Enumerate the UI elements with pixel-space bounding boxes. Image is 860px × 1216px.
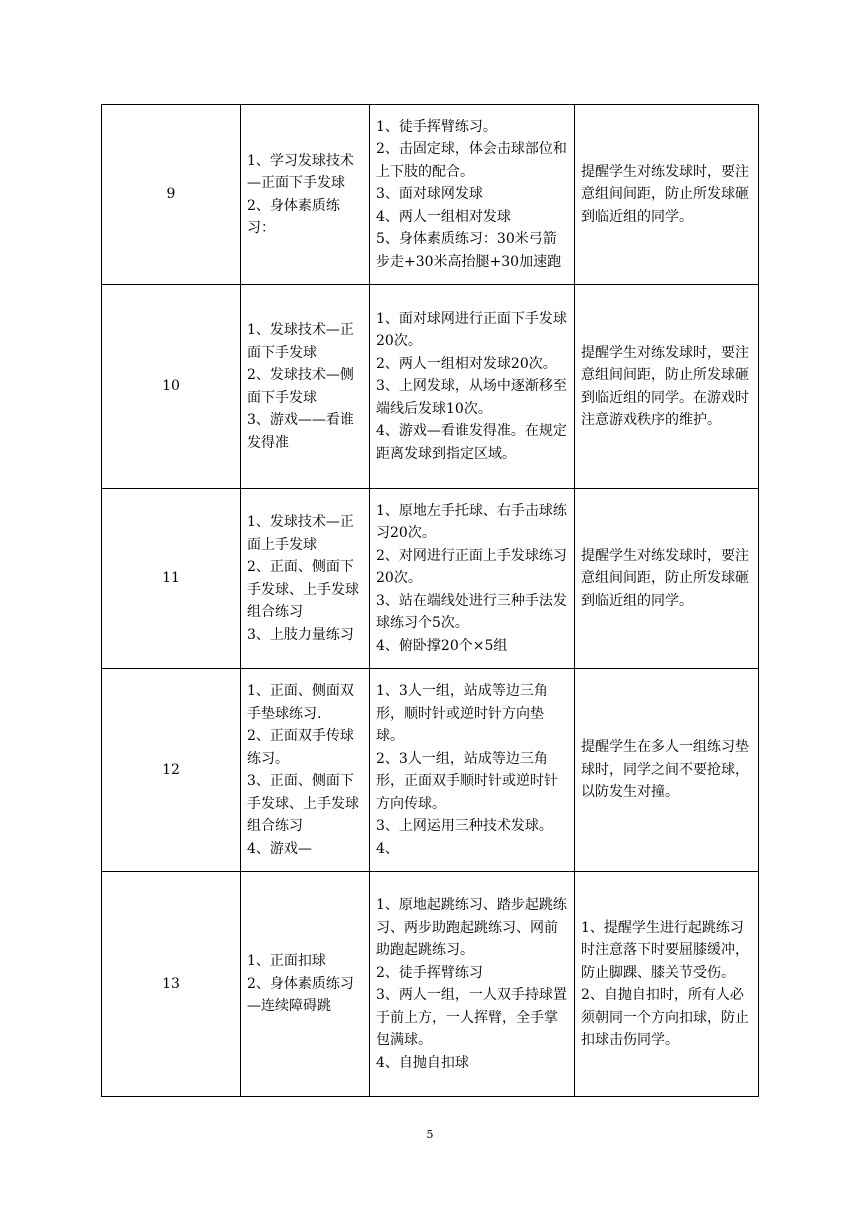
lesson-number: 12	[102, 669, 241, 872]
lesson-number: 10	[102, 285, 241, 489]
lesson-number: 13	[102, 872, 241, 1097]
lesson-methods: 1、3人一组，站成等边三角形，顺时针或逆时针方向垫球。 2、3人一组，站成等边三角形，正面双手顺时针或逆时针方向传球。 3、上网运用三种技术发球。 4、	[370, 669, 575, 872]
lesson-methods: 1、徒手挥臂练习。 2、击固定球，体会击球部位和上下肢的配合。 3、面对球网发球 4、两人一组相对发球 5、身体素质练习：30米弓箭步走+30米高抬腿+30加速跑	[370, 105, 575, 285]
lesson-content: 1、发球技术—正面上手发球 2、正面、侧面下手发球、上手发球组合练习 3、上肢力量练习	[241, 489, 370, 669]
page-number: 5	[426, 1128, 434, 1141]
lesson-number: 9	[102, 105, 241, 285]
table-row	[102, 489, 759, 669]
table-row	[102, 669, 759, 872]
lesson-content: 1、正面扣球 2、身体素质练习—连续障碍跳	[241, 872, 370, 1097]
lesson-methods: 1、面对球网进行正面下手发球20次。 2、两人一组相对发球20次。 3、上网发球，从场中逐渐移至端线后发球10次。 4、游戏—看谁发得准。在规定距离发球到指定区域。	[370, 285, 575, 489]
lesson-number: 11	[102, 489, 241, 669]
lesson-safety-notes: 提醒学生对练发球时，要注意组间间距，防止所发球砸到临近组的同学。	[575, 105, 759, 285]
lesson-content: 1、学习发球技术—正面下手发球 2、身体素质练习：	[241, 105, 370, 285]
lesson-methods: 1、原地左手托球、右手击球练习20次。 2、对网进行正面上手发球练习20次。 3、站在端线处进行三种手法发球练习个5次。 4、俯卧撑20个×5组	[370, 489, 575, 669]
lesson-safety-notes: 1、提醒学生进行起跳练习时注意落下时要屈膝缓冲，防止脚踝、膝关节受伤。 2、自抛自扣时，所有人必须朝同一个方向扣球，防止扣球击伤同学。	[575, 872, 759, 1097]
lesson-content: 1、发球技术—正面下手发球 2、发球技术—侧面下手发球 3、游戏——看谁发得准	[241, 285, 370, 489]
table-row	[102, 872, 759, 1097]
lesson-content: 1、正面、侧面双手垫球练习. 2、正面双手传球练习。 3、正面、侧面下手发球、上手发球组合练习 4、游戏—	[241, 669, 370, 872]
table-row	[102, 105, 759, 285]
lesson-methods: 1、原地起跳练习、踏步起跳练习、两步助跑起跳练习、网前助跑起跳练习。 2、徒手挥臂练习 3、两人一组，一人双手持球置于前上方，一人挥臂，全手掌包满球。 4、自抛自扣球	[370, 872, 575, 1097]
table-row	[102, 285, 759, 489]
lesson-safety-notes: 提醒学生对练发球时，要注意组间间距，防止所发球砸到临近组的同学。在游戏时注意游戏秩序的维护。	[575, 285, 759, 489]
lesson-safety-notes: 提醒学生对练发球时，要注意组间间距，防止所发球砸到临近组的同学。	[575, 489, 759, 669]
lesson-safety-notes: 提醒学生在多人一组练习垫球时，同学之间不要抢球，以防发生对撞。	[575, 669, 759, 872]
lesson-plan-table	[101, 104, 759, 1097]
